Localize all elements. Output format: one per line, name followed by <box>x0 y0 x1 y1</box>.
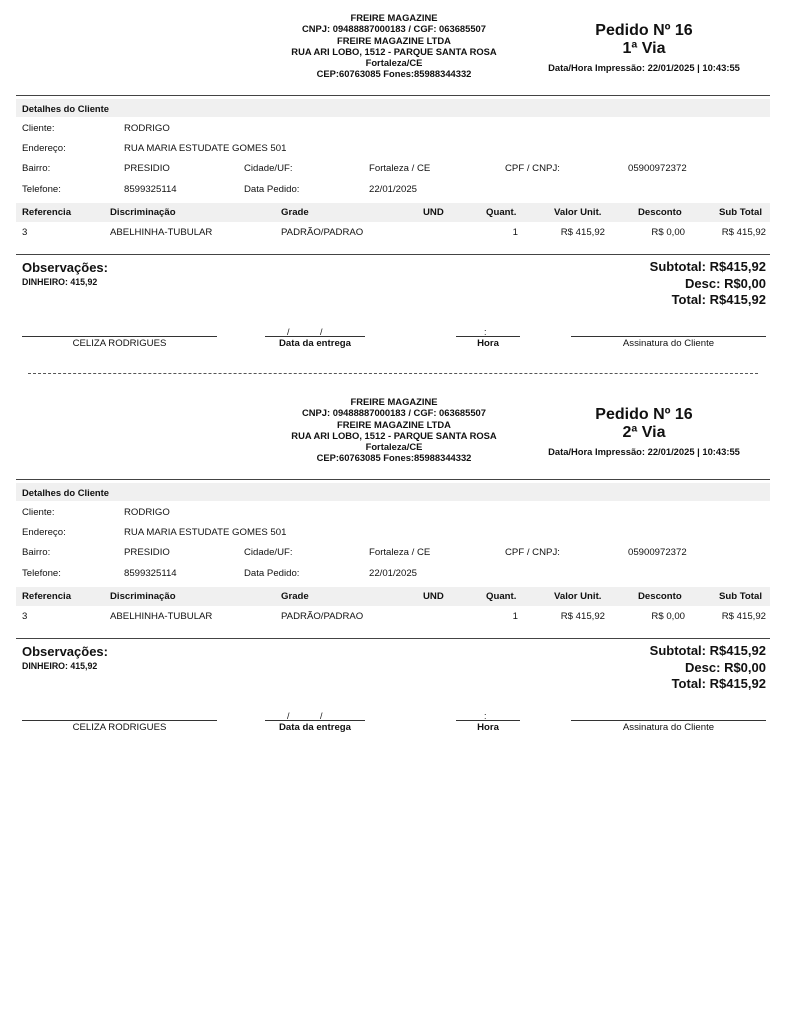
order-header <box>534 406 754 457</box>
delivery-date-line <box>265 720 365 721</box>
client-section-title: Detalhes do Cliente <box>22 487 109 498</box>
cell-discriminacao: ABELHINHA-TUBULAR <box>110 227 213 238</box>
cell-quant: 1 <box>512 227 518 238</box>
time-fill: : <box>484 711 487 721</box>
subtotal: Subtotal: R$415,92 <box>649 643 766 658</box>
client-signature-label: Assinatura do Cliente <box>622 722 715 733</box>
print-datetime: Data/Hora Impressão: 22/01/2025 | 10:43:55 <box>548 446 740 457</box>
company-legal-name: FREIRE MAGAZINE LTDA <box>337 34 451 46</box>
bairro-label: Bairro: <box>22 547 51 558</box>
totals-block <box>650 259 766 309</box>
order-number: Pedido Nº 16 <box>595 22 693 39</box>
cell-valor-unit: R$ 415,92 <box>560 611 605 622</box>
client-city: Fortaleza / CE <box>369 547 431 558</box>
company-contact: CEP:60763085 Fones:85988344332 <box>316 68 472 80</box>
grand-total: Total: R$415,92 <box>671 292 766 307</box>
order-number: Pedido Nº 16 <box>595 406 693 423</box>
time-label: Hora <box>477 338 499 349</box>
time-line <box>456 720 520 721</box>
order-date-label: Data Pedido: <box>244 184 300 195</box>
cell-referencia: 3 <box>22 227 28 238</box>
col-desconto: Desconto <box>638 591 682 602</box>
order-date: 22/01/2025 <box>369 184 418 195</box>
observations-title: Observações: <box>22 644 108 659</box>
col-grade: Grade <box>281 591 309 602</box>
client-cpf: 05900972372 <box>628 163 687 174</box>
client-signature-label: Assinatura do Cliente <box>622 338 715 349</box>
divider <box>16 95 770 96</box>
client-phone: 8599325114 <box>124 184 177 195</box>
phone-label: Telefone: <box>22 568 61 579</box>
client-name: RODRIGO <box>124 123 170 134</box>
col-quant: Quant. <box>486 207 517 218</box>
company-address: RUA ARI LOBO, 1512 - PARQUE SANTA ROSA <box>291 45 497 57</box>
bairro-label: Bairro: <box>22 163 51 174</box>
cell-quant: 1 <box>512 611 518 622</box>
client-address: RUA MARIA ESTUDATE GOMES 501 <box>124 143 287 154</box>
seller-name: CELIZA RODRIGUES <box>72 338 167 349</box>
discount-total: Desc: R$0,00 <box>685 659 766 675</box>
company-name: FREIRE MAGAZINE <box>350 396 438 407</box>
client-bairro: PRESIDIO <box>124 163 170 174</box>
cell-desconto: R$ 0,00 <box>651 611 685 622</box>
client-address: RUA MARIA ESTUDATE GOMES 501 <box>124 527 287 538</box>
client-cpf: 05900972372 <box>628 547 687 558</box>
client-signature-line <box>571 336 766 337</box>
city-label: Cidade/UF: <box>244 547 293 558</box>
receipt-via-2 <box>0 384 786 754</box>
company-contact: CEP:60763085 Fones:85988344332 <box>316 452 472 464</box>
col-sub-total: Sub Total <box>719 207 762 218</box>
subtotal: Subtotal: R$415,92 <box>649 259 766 274</box>
col-desconto: Desconto <box>638 207 682 218</box>
client-bairro: PRESIDIO <box>124 547 170 558</box>
company-address: RUA ARI LOBO, 1512 - PARQUE SANTA ROSA <box>291 429 497 441</box>
seller-signature-line <box>22 336 217 337</box>
divider <box>16 479 770 480</box>
client-section-bar <box>16 99 770 117</box>
cell-referencia: 3 <box>22 611 28 622</box>
receipt-via-1 <box>0 0 786 370</box>
client-label: Cliente: <box>22 123 55 134</box>
client-signature-line <box>571 720 766 721</box>
delivery-date-fill: / / <box>287 327 323 337</box>
city-label: Cidade/UF: <box>244 163 293 174</box>
client-section-title: Detalhes do Cliente <box>22 103 109 114</box>
col-discriminacao: Discriminação <box>110 207 176 218</box>
col-discriminacao: Discriminação <box>110 591 176 602</box>
col-sub-total: Sub Total <box>719 591 762 602</box>
cpf-label: CPF / CNPJ: <box>505 547 560 558</box>
address-label: Endereço: <box>22 527 66 538</box>
company-name: FREIRE MAGAZINE <box>350 12 438 23</box>
order-date-label: Data Pedido: <box>244 568 300 579</box>
company-city: Fortaleza/CE <box>365 441 423 453</box>
delivery-date-label: Data da entrega <box>279 338 351 349</box>
client-city: Fortaleza / CE <box>369 163 431 174</box>
cell-grade: PADRÃO/PADRAO <box>281 611 364 622</box>
cell-desconto: R$ 0,00 <box>651 227 685 238</box>
cell-discriminacao: ABELHINHA-TUBULAR <box>110 611 213 622</box>
address-label: Endereço: <box>22 143 66 154</box>
divider <box>16 638 770 639</box>
col-quant: Quant. <box>486 591 517 602</box>
cell-sub-total: R$ 415,92 <box>721 227 766 238</box>
seller-signature-line <box>22 720 217 721</box>
time-label: Hora <box>477 722 499 733</box>
via-label: 2ª Via <box>622 424 666 441</box>
observations-text: DINHEIRO: 415,92 <box>22 661 98 671</box>
col-grade: Grade <box>281 207 309 218</box>
col-valor-unit: Valor Unit. <box>554 207 602 218</box>
cell-sub-total: R$ 415,92 <box>721 611 766 622</box>
cell-valor-unit: R$ 415,92 <box>560 227 605 238</box>
phone-label: Telefone: <box>22 184 61 195</box>
cut-line <box>28 373 758 374</box>
client-label: Cliente: <box>22 507 55 518</box>
client-phone: 8599325114 <box>124 568 177 579</box>
observations-title: Observações: <box>22 260 108 275</box>
col-valor-unit: Valor Unit. <box>554 591 602 602</box>
company-header <box>276 396 512 464</box>
observations-text: DINHEIRO: 415,92 <box>22 277 98 287</box>
order-header <box>534 22 754 73</box>
col-und: UND <box>423 207 444 218</box>
delivery-date-fill: / / <box>287 711 323 721</box>
grand-total: Total: R$415,92 <box>671 676 766 691</box>
company-city: Fortaleza/CE <box>365 57 423 69</box>
seller-name: CELIZA RODRIGUES <box>72 722 167 733</box>
company-ids: CNPJ: 09488887000183 / CGF: 063685507 <box>302 23 486 35</box>
divider <box>16 254 770 255</box>
time-line <box>456 336 520 337</box>
col-referencia: Referencia <box>22 207 72 218</box>
time-fill: : <box>484 327 487 337</box>
col-referencia: Referencia <box>22 591 72 602</box>
client-section-bar <box>16 483 770 501</box>
order-date: 22/01/2025 <box>369 568 418 579</box>
discount-total: Desc: R$0,00 <box>685 275 766 291</box>
col-und: UND <box>423 591 444 602</box>
client-name: RODRIGO <box>124 507 170 518</box>
via-label: 1ª Via <box>622 40 666 57</box>
cpf-label: CPF / CNPJ: <box>505 163 560 174</box>
company-legal-name: FREIRE MAGAZINE LTDA <box>337 418 451 430</box>
totals-block <box>650 643 766 693</box>
cell-grade: PADRÃO/PADRAO <box>281 227 364 238</box>
delivery-date-label: Data da entrega <box>279 722 351 733</box>
company-ids: CNPJ: 09488887000183 / CGF: 063685507 <box>302 407 486 419</box>
print-datetime: Data/Hora Impressão: 22/01/2025 | 10:43:55 <box>548 62 740 73</box>
company-header <box>276 12 512 80</box>
delivery-date-line <box>265 336 365 337</box>
